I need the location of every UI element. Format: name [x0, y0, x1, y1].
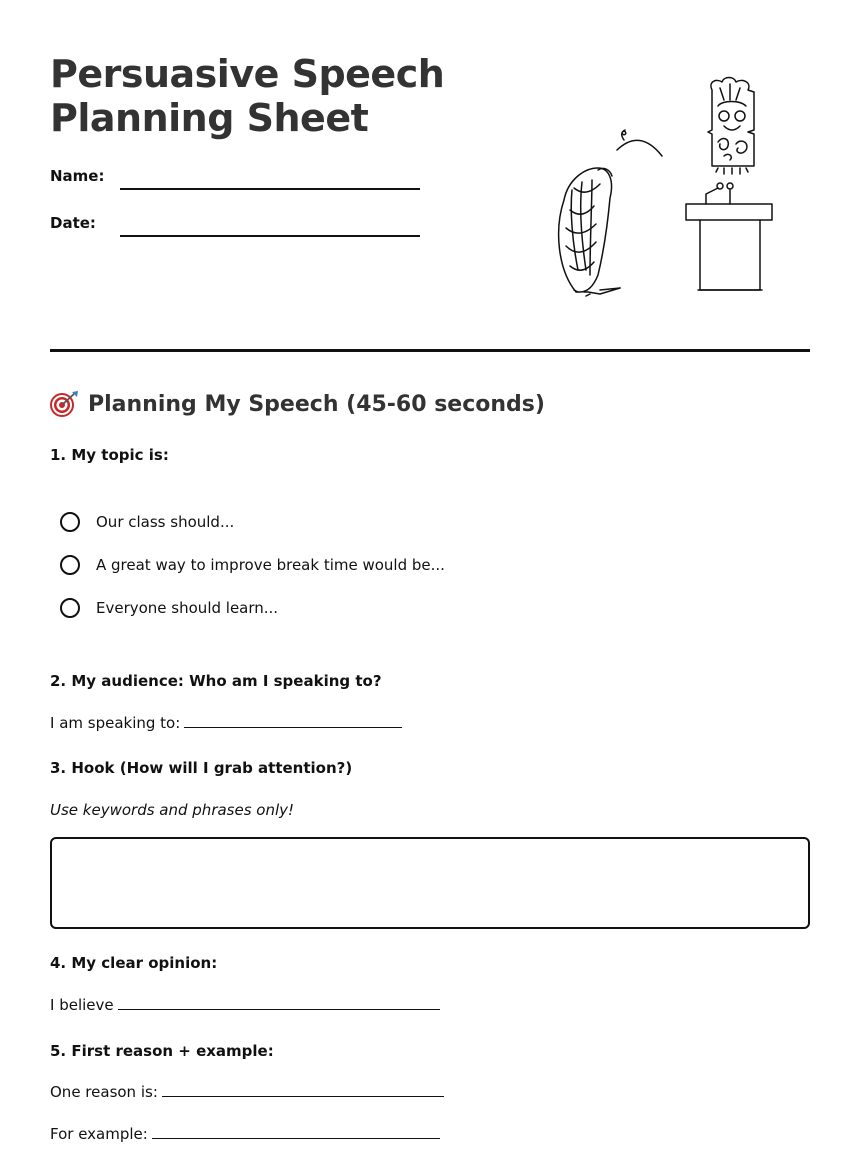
- example-prompt: For example:: [50, 1125, 148, 1143]
- title-line-1: Persuasive Speech: [50, 52, 445, 96]
- page-title: [50, 52, 444, 140]
- date-label: Date:: [50, 214, 96, 232]
- reason-prompt: One reason is:: [50, 1083, 158, 1101]
- topic-option-3[interactable]: [60, 596, 278, 620]
- radio-button[interactable]: [60, 598, 80, 618]
- opinion-line: [50, 995, 440, 1015]
- speech-illustration: [540, 70, 790, 310]
- hook-instruction: Use keywords and phrases only!: [50, 801, 295, 819]
- section-heading: [50, 388, 545, 420]
- radio-button[interactable]: [60, 512, 80, 532]
- section-heading-text: Planning My Speech (45-60 seconds): [88, 391, 545, 417]
- example-blank[interactable]: [152, 1124, 440, 1139]
- date-field[interactable]: [50, 213, 420, 237]
- question-2-label: 2. My audience: Who am I speaking to?: [50, 672, 382, 690]
- target-icon: [50, 390, 80, 418]
- question-3-label: 3. Hook (How will I grab attention?): [50, 759, 353, 777]
- name-label: Name:: [50, 167, 105, 185]
- question-1-label: 1. My topic is:: [50, 446, 169, 464]
- opinion-blank[interactable]: [118, 995, 440, 1010]
- radio-button[interactable]: [60, 555, 80, 575]
- audience-line: [50, 713, 402, 733]
- topic-option-label: Everyone should learn...: [96, 599, 279, 617]
- hook-answer-box[interactable]: [50, 837, 810, 929]
- reason-line: [50, 1082, 444, 1102]
- topic-option-label: A great way to improve break time would be...: [96, 556, 445, 574]
- question-5-label: 5. First reason + example:: [50, 1042, 274, 1060]
- name-line[interactable]: [120, 188, 420, 190]
- audience-blank[interactable]: [184, 713, 402, 728]
- section-divider: [50, 349, 810, 352]
- topic-option-label: Our class should...: [96, 513, 235, 531]
- speech-arc-icon: [617, 130, 662, 156]
- date-line[interactable]: [120, 235, 420, 237]
- title-line-2: Planning Sheet: [50, 96, 369, 140]
- opinion-prompt: I believe: [50, 996, 114, 1014]
- bird-icon: [559, 168, 620, 296]
- reason-blank[interactable]: [162, 1082, 444, 1097]
- question-4-label: 4. My clear opinion:: [50, 954, 218, 972]
- example-line: [50, 1124, 440, 1144]
- audience-prompt: I am speaking to:: [50, 714, 181, 732]
- topic-option-1[interactable]: [60, 510, 234, 534]
- topic-option-2[interactable]: [60, 553, 445, 577]
- carved-figure-icon: [708, 78, 754, 175]
- name-field[interactable]: [50, 166, 420, 190]
- podium-icon: [686, 183, 772, 290]
